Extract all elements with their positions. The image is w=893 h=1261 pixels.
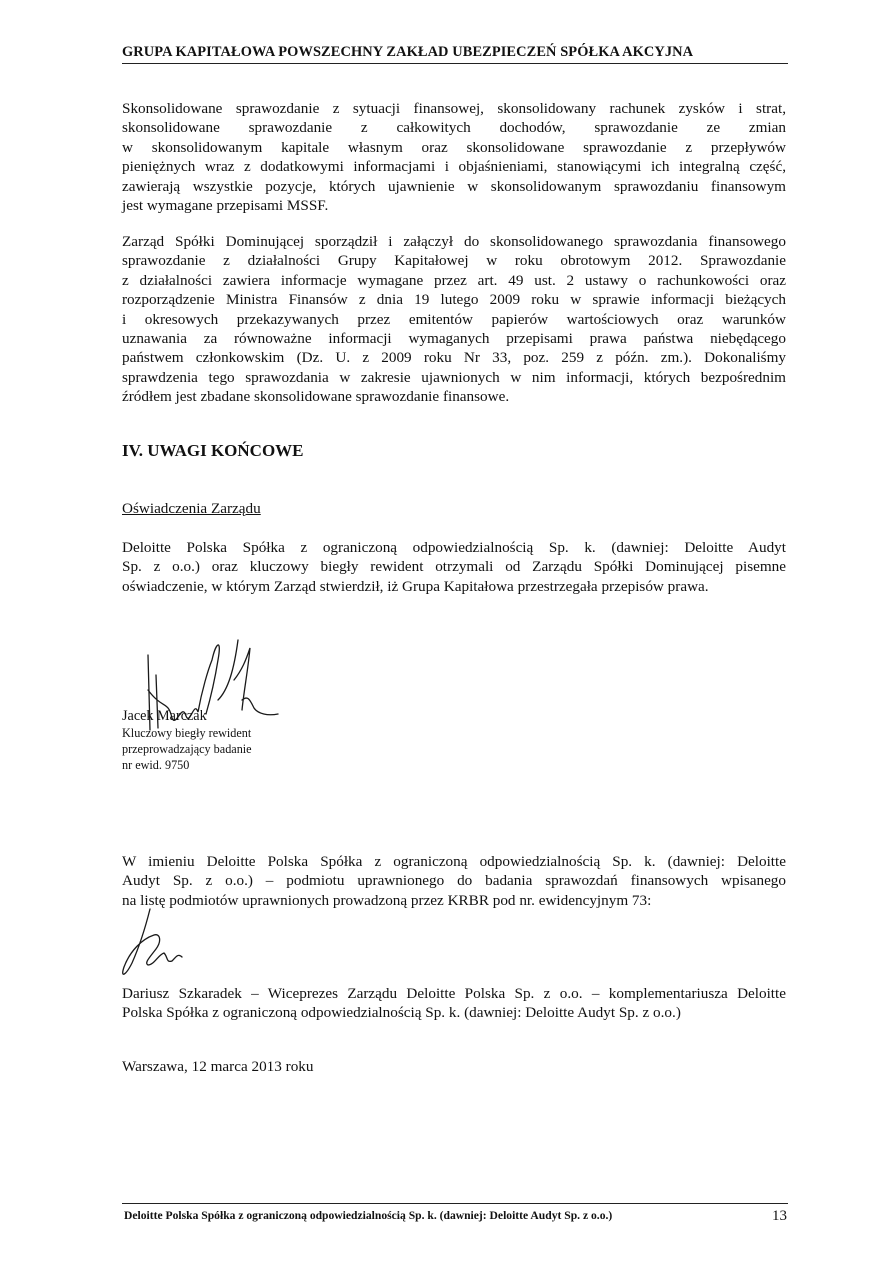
text-line: Skonsolidowane sprawozdanie z sytuacji finansowej, skonsolidowany rachunek zysków i strat, — [122, 100, 786, 117]
text-line: Sp. z o.o.) oraz kluczowy biegły rewident otrzymali od Zarządu Spółki Dominującej pisemne — [122, 558, 786, 576]
text-line: W imieniu Deloitte Polska Spółka z ograniczoną odpowiedzialnością Sp. k. (dawniej: Deloitte — [122, 853, 786, 870]
subheading-management-statements: Oświadczenia Zarządu — [122, 500, 261, 517]
paragraph-signatory-2 — [122, 984, 786, 1023]
text-line: Dariusz Szkaradek – Wiceprezes Zarządu Deloitte Polska Sp. z o.o. – komplementariusza Deloitte — [122, 985, 786, 1002]
place-and-date: Warszawa, 12 marca 2013 roku — [122, 1058, 314, 1075]
text-line: z działalności zawiera informacje wymagane przez art. 49 ust. 2 ustawy o rachunkowości oraz — [122, 271, 786, 289]
text-line: pieniężnych wraz z dodatkowymi informacjami i objaśnieniami, stanowiącymi ich integralną część, — [122, 158, 786, 176]
signatory-1-block — [122, 708, 252, 773]
signatory-role: Kluczowy biegły rewident — [122, 726, 252, 740]
text-line: Audyt Sp. z o.o.) – podmiotu uprawnionego do badania sprawozdań finansowych wpisanego — [122, 872, 786, 890]
text-line: państwem członkowskim (Dz. U. z 2009 roku Nr 33, poz. 259 z późn. zm.). Dokonaliśmy — [122, 349, 786, 367]
signature-dariusz-szkaradek — [118, 905, 188, 985]
paragraph-management-report — [122, 232, 786, 407]
text-line: rozporządzenie Ministra Finansów z dnia 19 lutego 2009 roku w sprawie informacji bieżących — [122, 291, 786, 309]
signatory-name: Jacek Marczak — [122, 708, 207, 724]
text-line: w skonsolidowanym kapitale własnym oraz skonsolidowane sprawozdanie z przepływów — [122, 138, 786, 156]
text-line: i okresowych przekazywanych przez emitentów papierów wartościowych oraz warunków — [122, 310, 786, 328]
footer-text: Deloitte Polska Spółka z ograniczoną odpowiedzialnością Sp. k. (dawniej: Deloitte Audyt Sp. z o.o.) — [124, 1209, 613, 1222]
text-line: uznawania za równoważne informacji wymaganych przepisami prawa państwa niebędącego — [122, 329, 786, 347]
text-line: jest wymagane przepisami MSSF. — [122, 196, 329, 214]
paragraph-financial-statements — [122, 99, 786, 215]
signatory-registration-number: nr ewid. 9750 — [122, 758, 190, 772]
text-line: sprawdzenia tego sprawozdania w zakresie ujawnionych w nim informacji, których bezpośrednim — [122, 368, 786, 386]
footer-divider — [122, 1203, 788, 1204]
text-line: zawierają wszystkie pozycje, których ujawnienie w skonsolidowanym sprawozdaniu finansowym — [122, 177, 786, 195]
text-line: Polska Spółka z ograniczoną odpowiedzialnością Sp. k. (dawniej: Deloitte Audyt Sp. z o.o.) — [122, 1004, 681, 1022]
text-line: oświadczenie, w którym Zarząd stwierdził, iż Grupa Kapitałowa przestrzegała przepisów prawa. — [122, 577, 709, 595]
text-line: źródłem jest zbadane skonsolidowane sprawozdanie finansowe. — [122, 388, 510, 406]
text-line: skonsolidowane sprawozdanie z całkowitych dochodów, sprawozdanie ze zmian — [122, 119, 786, 137]
signatory-role-detail: przeprowadzający badanie — [122, 742, 252, 756]
section-title: IV. UWAGI KOŃCOWE — [122, 441, 304, 460]
header-divider — [122, 63, 788, 64]
text-line: na listę podmiotów uprawnionych prowadzoną przez KRBR pod nr. ewidencyjnym 73: — [122, 891, 652, 909]
text-line: Zarząd Spółki Dominującej sporządził i załączył do skonsolidowanego sprawozdania finansowego — [122, 233, 786, 250]
paragraph-on-behalf-of — [122, 852, 786, 910]
paragraph-management-statement — [122, 538, 786, 596]
text-line: sprawozdanie z działalności Grupy Kapitałowej w roku obrotowym 2012. Sprawozdanie — [122, 252, 786, 270]
page-header-title: GRUPA KAPITAŁOWA POWSZECHNY ZAKŁAD UBEZPIECZEŃ SPÓŁKA AKCYJNA — [122, 44, 694, 60]
text-line: Deloitte Polska Spółka z ograniczoną odpowiedzialnością Sp. k. (dawniej: Deloitte Audyt — [122, 539, 786, 556]
page-number: 13 — [772, 1208, 787, 1224]
